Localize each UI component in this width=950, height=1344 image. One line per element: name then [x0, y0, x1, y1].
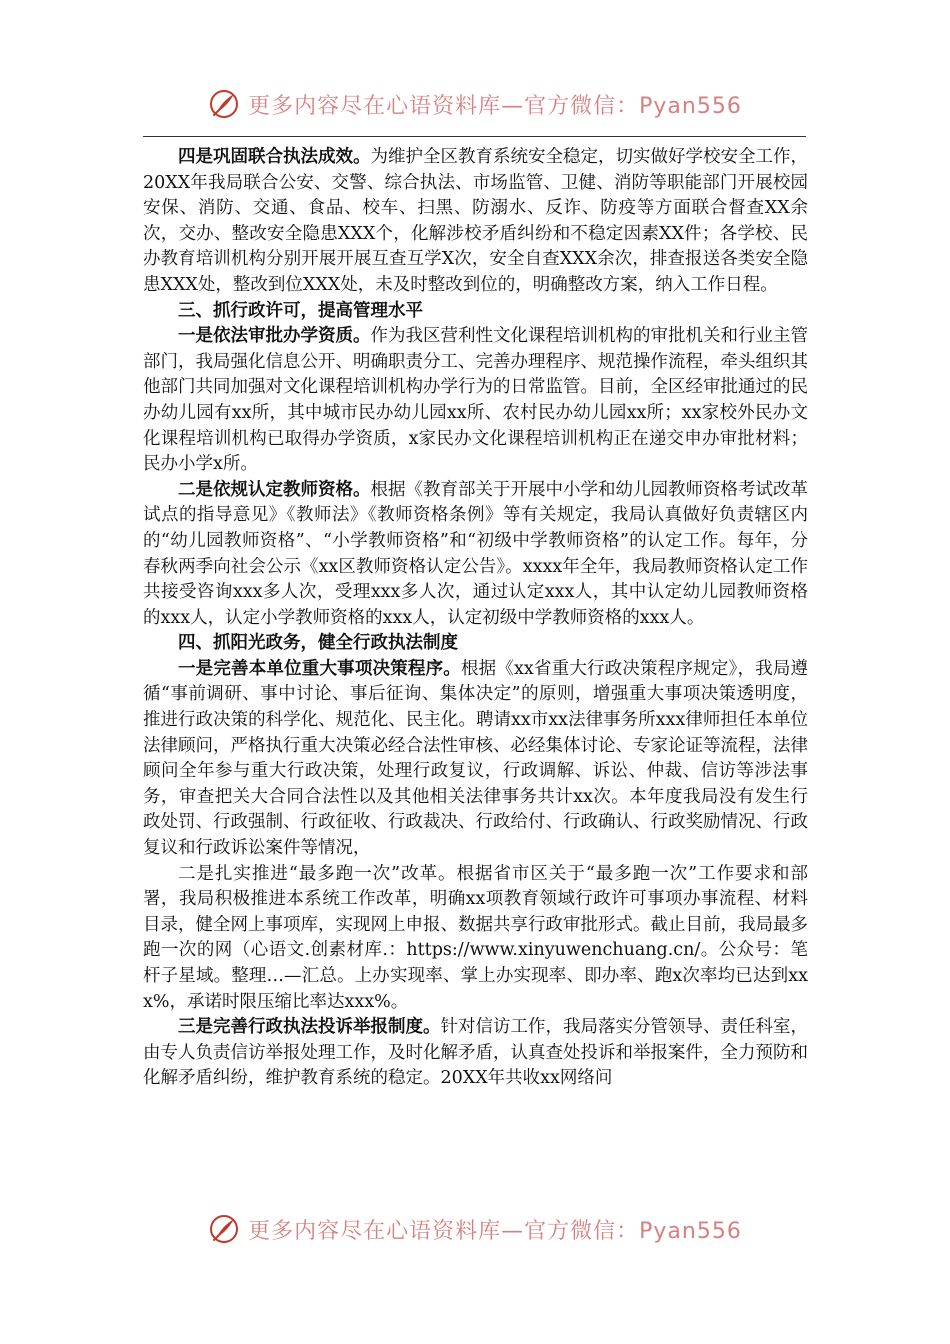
paragraph-text: 针对信访工作，我局落实分管领导、责任科室，由专人负责信访举报处理工作，及时化解矛盾，认真查处投诉和举报案件，全力预防和化解矛盾纠纷，维护教育系统的稳定。20XX年共收xx网络问 [143, 1017, 808, 1089]
paragraph-lead: 一是完善本单位重大事项决策程序。 [178, 658, 461, 679]
paragraph-text: 为维护全区教育系统安全稳定，切实做好学校安全工作，20XX年我局联合公安、交警、综合执法、市场监管、卫健、消防等职能部门开展校园安保、消防、交通、食品、校车、扫黑、防溺水、反诈、防疫等方面联合督查XX余次，交办、整改安全隐患XXX个，化解涉校矛盾纠纷和不稳定因素XX件；各学校、民办教育培训机构分别开展开展互查互学X次，安全自查XXX余次，排查报送各类安全隐患XXX处，整改到位XXX处，未及时整改到位的，明确整改方案，纳入工作日程。 [143, 147, 808, 295]
paragraph-text: 作为我区营利性文化课程培训机构的审批机关和行业主管部门，我局强化信息公开、明确职责分工、完善办理程序、规范操作流程，牵头组织其他部门共同加强对文化课程培训机构办学行为的日常监管。目前，全区经审批通过的民办幼儿园有xx所，其中城市民办幼儿园xx所、农村民办幼儿园xx所；xx家校外民办文化课程培训机构已取得办学资质，x家民办文化课程培训机构正在递交申办审批材料；民办小学x所。 [143, 326, 808, 475]
paragraph-lead: 四是巩固联合执法成效。 [178, 147, 371, 167]
paragraph-lead: 三是完善行政执法投诉举报制度。 [178, 1017, 441, 1038]
paragraph-complaints [143, 1015, 808, 1092]
section-heading-4: 四、抓阳光政务，健全行政执法制度 [178, 633, 458, 654]
quill-logo-icon [208, 1213, 240, 1245]
footer-banner [0, 1209, 950, 1249]
paragraph-lead: 一是依法审批办学资质。 [178, 326, 371, 347]
header-banner [0, 84, 950, 124]
section-heading-3: 三、抓行政许可，提高管理水平 [178, 300, 423, 321]
header-banner-text: 更多内容尽在心语资料库—官方微信：Pyan556 [248, 93, 742, 119]
document-body [143, 145, 808, 1092]
paragraph-approval [143, 324, 808, 478]
quill-logo-icon [208, 88, 240, 120]
footer-banner-text: 更多内容尽在心语资料库—官方微信：Pyan556 [248, 1218, 742, 1244]
paragraph-text: 根据《教育部关于开展中小学和幼儿园教师资格考试改革试点的指导意见》《教师法》《教师资格条例》等有关规定，我局认真做好负责辖区内的“幼儿园教师资格”、“小学教师资格”和“初级中学教师资格”的认定工作。每年，分春秋两季向社会公示《xx区教师资格认定公告》。xxxx年全年，我局教师资格认定工作共接受咨询xxx多人次，受理xxx多人次，通过认定xxx人，其中认定幼儿园教师资格的xxx人，认定小学教师资格的xxx人，认定初级中学教师资格的xxx人。 [143, 479, 808, 628]
paragraph-text: 二是扎实推进“最多跑一次”改革。根据省市区关于“最多跑一次”工作要求和部署，我局积极推进本系统工作改革，明确xx项教育领域行政许可事项办事流程、材料目录，健全网上事项库，实现网上申报、数据共享行政审批形式。截止目前，我局最多跑一次的网（心语文.创素材库.：https://www.xinyuwenchuang.cn/。公众号：笔杆子星域。整理…—汇总。上办实现率、掌上办实现率、即办率、跑x次率均已达到xxx%，承诺时限压缩比率达xxx%。 [143, 863, 808, 1012]
header-divider [143, 136, 806, 137]
paragraph-text: 根据《xx省重大行政决策程序规定》，我局遵循“事前调研、事中讨论、事后征询、集体决定”的原则，增强重大事项决策透明度，推进行政决策的科学化、规范化、民主化。聘请xx市xx法律事务所xxx律师担任本单位法律顾问，严格执行重大决策必经合法性审核、必经集体讨论、专家论证等流程，法律顾问全年参与重大行政决策，处理行政复议，行政调解、诉讼、仲裁、信访等涉法事务，审查把关大合同合法性以及其他相关法律事务共计xx次。本年度我局没有发生行政处罚、行政强制、行政征收、行政裁决、行政给付、行政确认、行政奖励情况、行政复议和行政诉讼案件等情况， [143, 658, 809, 859]
paragraph-decision-procedure [143, 657, 808, 862]
paragraph-reform [143, 862, 808, 1016]
paragraph-joint-enforcement [143, 145, 808, 299]
paragraph-teacher-qualification [143, 478, 808, 632]
paragraph-lead: 二是依规认定教师资格。 [178, 479, 371, 500]
